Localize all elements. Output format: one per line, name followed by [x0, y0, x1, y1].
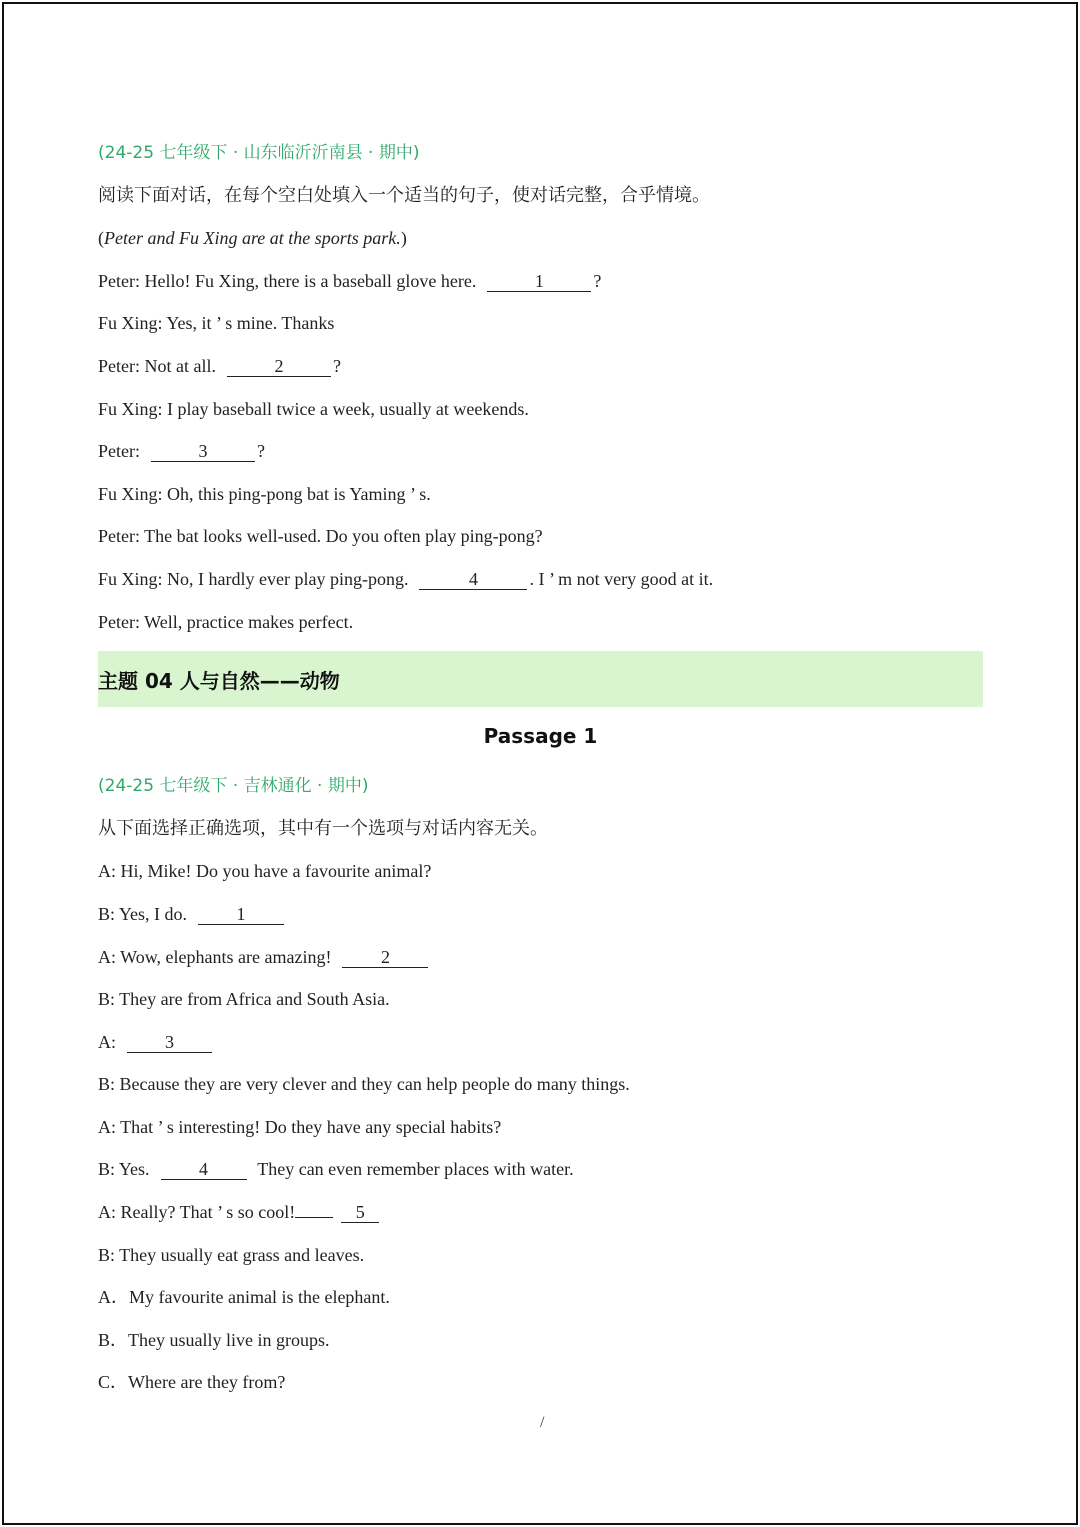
dialogue-line: Peter: 3 ?	[98, 441, 265, 462]
dialogue-line: B: They are from Africa and South Asia.	[98, 989, 390, 1010]
blank-1[interactable]: 1	[198, 904, 284, 925]
dialogue-line: A: That ’ s interesting! Do they have any special habits?	[98, 1116, 502, 1137]
dialogue-line: Fu Xing: I play baseball twice a week, usually at weekends.	[98, 398, 529, 419]
scene-text: Peter and Fu Xing are at the sports park.	[104, 228, 401, 249]
section1-source: (24-25 七年级下 · 山东临沂沂南县 · 期中)	[98, 143, 420, 163]
page-number: /	[540, 1414, 545, 1431]
option-c: C．Where are they from?	[98, 1372, 286, 1393]
dialogue-line: B: They usually eat grass and leaves.	[98, 1244, 365, 1265]
section2-instruction: 从下面选择正确选项，其中有一个选项与对话内容无关。	[98, 817, 548, 839]
document-content	[98, 132, 983, 1404]
dialogue-line: Peter: Not at all. 2 ?	[98, 355, 341, 376]
dialogue-line: Peter: The bat looks well-used. Do you often play ping-pong?	[98, 526, 543, 547]
dialogue-line: Peter: Well, practice makes perfect.	[98, 611, 354, 632]
option-a: A．My favourite animal is the elephant.	[98, 1287, 390, 1308]
dialogue-line: Fu Xing: No, I hardly ever play ping-pong. 4 . I ’ m not very good at it.	[98, 568, 714, 589]
blank-2[interactable]: 2	[227, 356, 331, 377]
dialogue-line: B: Because they are very clever and they can help people do many things.	[98, 1074, 630, 1095]
dialogue-line: A: Wow, elephants are amazing! 2	[98, 936, 983, 979]
scene-description: (Peter and Fu Xing are at the sports park.)	[98, 228, 407, 249]
blank-3[interactable]: 3	[151, 441, 255, 462]
blank-line	[295, 1217, 333, 1218]
dialogue-line: B: Yes, I do. 1	[98, 893, 983, 936]
blank-2[interactable]: 2	[342, 947, 428, 968]
blank-1[interactable]: 1	[487, 271, 591, 292]
blank-4[interactable]: 4	[161, 1159, 247, 1180]
theme-heading: 主题 04 人与自然——动物	[98, 651, 983, 707]
passage-title: Passage 1	[483, 724, 598, 749]
section2-source: (24-25 七年级下 · 吉林通化 · 期中)	[98, 776, 369, 797]
dialogue-line: A: Really? That ’ s so cool! 5	[98, 1191, 983, 1234]
option-b: B．They usually live in groups.	[98, 1329, 330, 1350]
dialogue-line: Peter: Hello! Fu Xing, there is a baseball glove here. 1 ?	[98, 270, 602, 291]
dialogue-line: A: Hi, Mike! Do you have a favourite animal?	[98, 861, 432, 882]
blank-5[interactable]: 5	[341, 1202, 379, 1223]
section1-instruction: 阅读下面对话，在每个空白处填入一个适当的句子，使对话完整，合乎情境。	[98, 184, 710, 206]
blank-3[interactable]: 3	[127, 1032, 212, 1053]
blank-4[interactable]: 4	[419, 569, 527, 590]
dialogue-line: Fu Xing: Yes, it ’ s mine. Thanks	[98, 313, 335, 334]
dialogue-line: A: 3	[98, 1021, 983, 1064]
dialogue-line: B: Yes. 4 They can even remember places with water.	[98, 1159, 574, 1180]
dialogue-line: Fu Xing: Oh, this ping-pong bat is Yaming ’ s.	[98, 483, 431, 504]
